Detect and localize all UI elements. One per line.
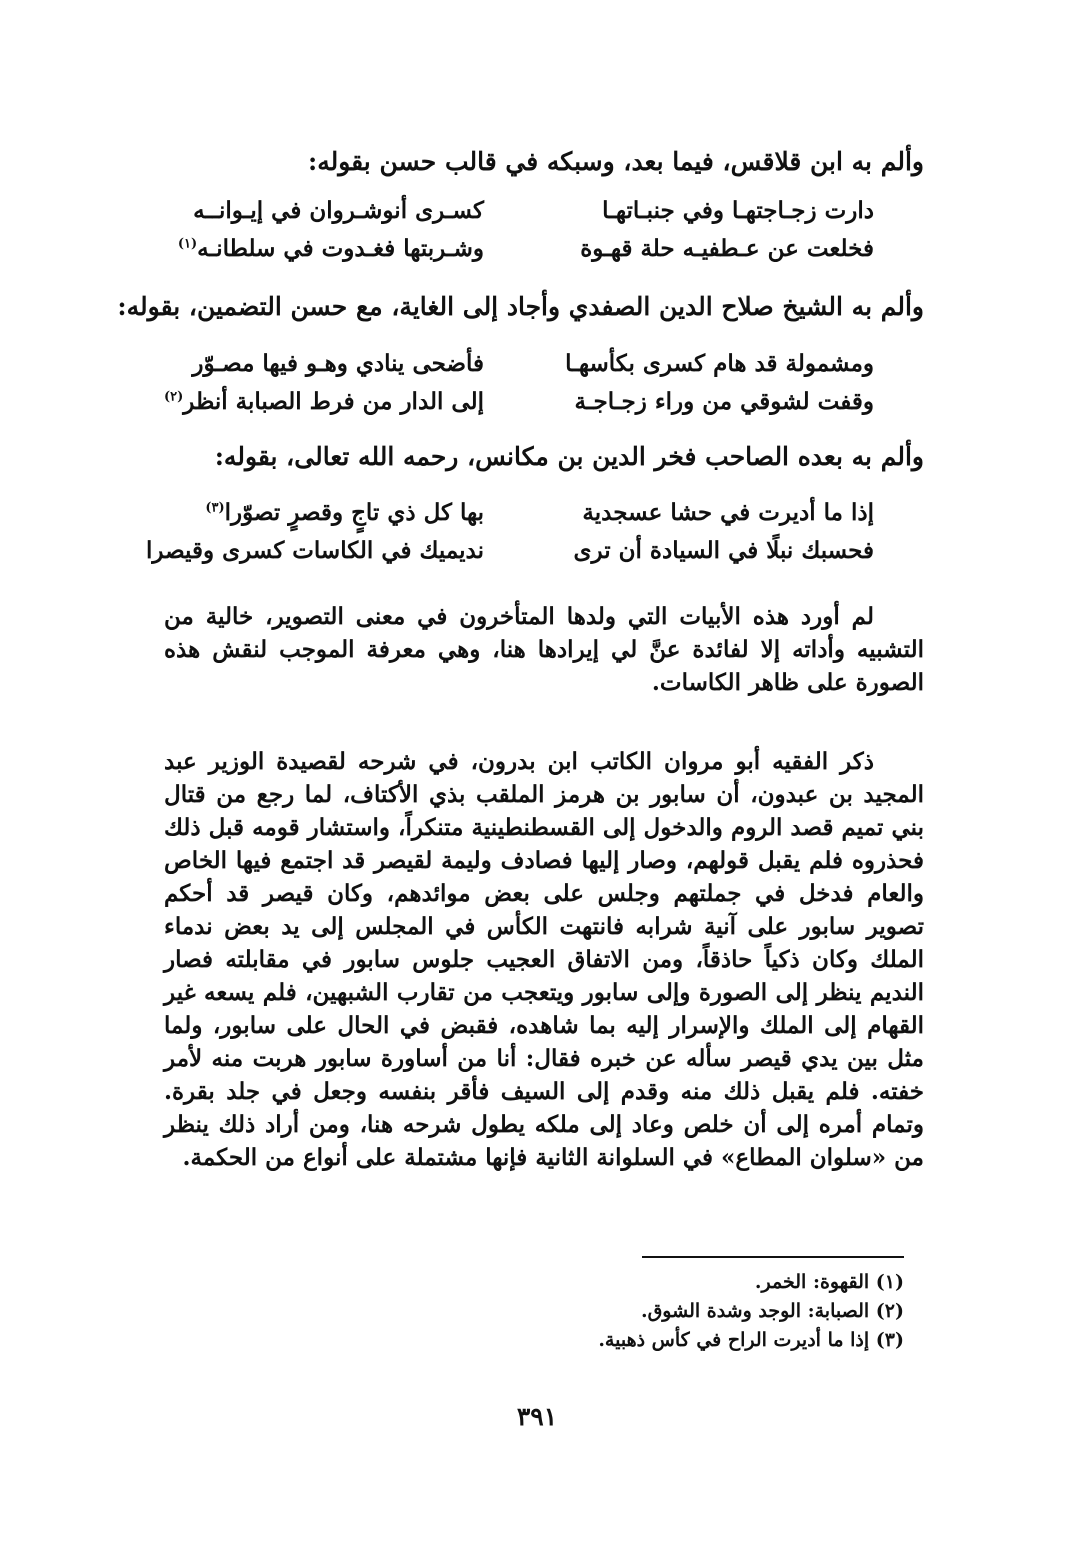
verse-block-3: [146, 494, 874, 570]
verse-hemistich-right: فحسبك نبلًا في السيادة أن ترى: [573, 537, 874, 564]
verse-hemistich-right: ومشمولة قد هام كسرى بكأسهـا: [565, 350, 874, 377]
verse-line: [146, 532, 874, 570]
paragraph-1: [164, 600, 924, 699]
verse-line: [154, 383, 874, 421]
verse-hemistich-left: كسـرى أنوشـروان في إيـوانــه: [193, 197, 484, 224]
intro-line-3: وألم به بعده الصاحب فخر الدين بن مكانس، رحمه الله تعالى، بقوله:: [214, 442, 924, 471]
footnote-3: (٣) إذا ما أديرت الراح في كأس ذهبية.: [598, 1329, 904, 1351]
verse-line: [154, 345, 874, 383]
verse-hemistich-right: وقفت لشوقي من وراء زجـاجـة: [574, 388, 874, 415]
verse-hemistich-left: فأضحى ينادي وهـو فيها مصـوّر: [192, 350, 484, 377]
intro-line-2: وألم به الشيخ صلاح الدين الصفدي وأجاد إلى الغاية، مع حسن التضمين، بقوله:: [117, 292, 924, 321]
footnote-marker: (١): [177, 236, 198, 252]
verse-hemistich-text: بها كل ذي تاجٍ وقصرٍ تصوّرا: [224, 499, 484, 526]
verse-hemistich-left: [154, 383, 484, 421]
paragraph-2: [164, 745, 924, 1174]
verse-hemistich-text: وشـربتها فغـدوت في سلطانـه: [197, 235, 484, 262]
verse-hemistich-left: [154, 494, 484, 532]
verse-line: [154, 230, 874, 268]
footnote-1: (١) القهوة: الخمر.: [754, 1271, 904, 1293]
paragraph-text: ذكر الفقيه أبو مروان الكاتب ابن بدرون، في شرحه لقصيدة الوزير عبد المجيد بن عبدون، أن سابور بن هرمز الملقب بذي الأكتاف، لما رجع من قتال بني تميم قصد الروم والدخول إلى القسطنطينية متنكراً، واستشار قومه قبل ذلك فحذروه فلم يقبل قولهم، وصار إليها فصادف وليمة لقيصر قد اجتمع فيها الخاص والعام فدخل في جملتهم وجلس على بعض موائدهم، وكان قيصر قد أحكم تصوير سابور على آنية شرابه فانتهت الكأس في المجلس إلى يد بعض ندماء الملك وكان ذكياً حاذقاً، ومن الاتفاق العجيب جلوس سابور في مقابلته فصار النديم ينظر إلى الصورة وإلى سابور ويتعجب من تقارب الشبهين، فلم يسعه غير القهام إلى الملك والإسرار إليه بما شاهده، فقبض في الحال على سابور، ولما مثل بين يدي قيصر سأله عن خبره فقال: أنا من أساورة سابور هربت منه لأمر خفته. فلم يقبل ذلك منه وقدم إلى السيف فأقر بنفسه وجعل في جلد بقرة. وتمام أمره إلى أن خلص وعاد إلى ملكه يطول شرحه هنا، ومن أراد ذلك ينظر من «سلوان المطاع» في السلوانة الثانية فإنها مشتملة على أنواع من الحكمة.: [164, 748, 924, 1171]
footnote-marker: (٣): [205, 500, 225, 516]
verse-hemistich-left: [154, 230, 484, 268]
page-number: ٣٩١: [516, 1402, 558, 1431]
verse-hemistich-right: إذا ما أديرت في حشا عسجدية: [582, 499, 874, 526]
footnote-marker: (٢): [163, 389, 184, 405]
verse-block-1: [154, 192, 874, 268]
verse-hemistich-right: دارت زجـاجتهـا وفي جنبـاتهـا: [602, 197, 874, 224]
verse-line: [154, 494, 874, 532]
footnote-separator: [642, 1256, 904, 1258]
verse-hemistich-right: فخلعت عن عـطفيـه حلة قهـوة: [580, 235, 874, 262]
verse-block-2: [154, 345, 874, 421]
verse-line: [154, 192, 874, 230]
paragraph-text: لم أورد هذه الأبيات التي ولدها المتأخرون في معنى التصوير، خالية من التشبيه وأداته إلا لفائدة عنَّ لي إيرادها هنا، وهي معرفة الموجب لنقش هذه الصورة على ظاهر الكاسات.: [164, 603, 924, 696]
verse-hemistich-text: إلى الدار من فرط الصبابة أنظر: [183, 388, 484, 415]
footnotes: [204, 1268, 904, 1355]
intro-line-1: وألم به ابن قلاقس، فيما بعد، وسبكه في قالب حسن بقوله:: [308, 147, 924, 176]
verse-hemistich-left: نديميك في الكاسات كسرى وقيصرا: [146, 537, 484, 564]
footnote-2: (٢) الصبابة: الوجد وشدة الشوق.: [640, 1300, 904, 1322]
